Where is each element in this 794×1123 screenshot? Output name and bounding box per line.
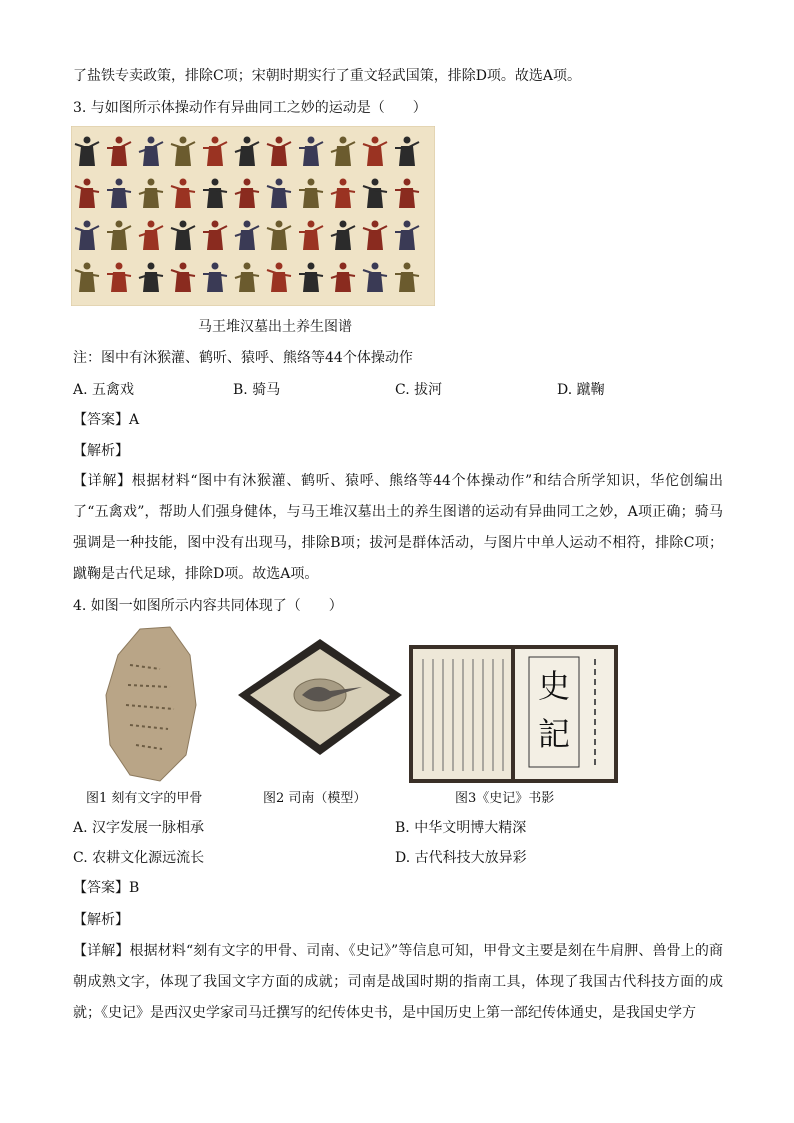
q3-stem: 3. 与如图所示体操动作有异曲同工之妙的运动是（ ） (73, 100, 427, 116)
q4-caption-2: 图2 司南（模型） (263, 791, 367, 806)
q3-image-caption: 马王堆汉墓出土养生图谱 (198, 319, 352, 335)
book-char-1: 史 (537, 667, 571, 705)
shiji-book-image (409, 645, 618, 783)
q4-analysis-heading: 【解析】 (73, 912, 129, 928)
q3-answer: 【答案】A (73, 412, 140, 428)
q4-caption-3: 图3《史记》书影 (455, 791, 555, 806)
q3-option-c: C. 拔河 (395, 382, 443, 398)
q3-analysis-heading: 【解析】 (73, 443, 129, 459)
book-char-2: 記 (537, 715, 571, 753)
q3-option-b: B. 骑马 (233, 382, 281, 398)
compass-model-image (236, 637, 404, 757)
oracle-bone-image (100, 625, 200, 785)
q4-option-d: D. 古代科技大放异彩 (395, 850, 527, 866)
q3-detail: 【详解】根据材料“图中有沐猴灌、鹤听、猿呼、熊络等44个体操动作”和结合所学知识，华佗创编出了“五禽戏”，帮助人们强身健体，与马王堆汉墓出土的养生图谱的运动有异曲同工之妙，A项正确；骑马强调是一种技能，图中没有出现马，排除B项；拔河是群体活动，与图片中单人运动不相符，排除C项；蹴鞠是古代足球，排除D项。故选A项。 (73, 473, 723, 582)
q4-option-a: A. 汉字发展一脉相承 (73, 820, 205, 836)
q4-option-b: B. 中华文明博大精深 (395, 820, 527, 836)
q4-option-c: C. 农耕文化源远流长 (73, 850, 205, 866)
q4-caption-1: 图1 刻有文字的甲骨 (86, 791, 203, 806)
q3-exercise-chart-image (71, 126, 435, 306)
q4-stem: 4. 如图一如图所示内容共同体现了（ ） (73, 598, 343, 614)
q4-answer: 【答案】B (73, 880, 140, 896)
q3-option-d: D. 蹴鞠 (557, 382, 605, 398)
q4-detail: 【详解】根据材料“刻有文字的甲骨、司南、《史记》”等信息可知，甲骨文主要是刻在牛肩胛、兽骨上的商朝成熟文字，体现了我国文字方面的成就；司南是战国时期的指南工具，体现了我国古代科技方面的成就；《史记》是西汉史学家司马迁撰写的纪传体史书，是中国历史上第一部纪传体通史，是我国史学方 (73, 943, 723, 1021)
q3-option-a: A. 五禽戏 (73, 382, 135, 398)
previous-answer-tail: 了盐铁专卖政策，排除C项；宋朝时期实行了重文轻武国策，排除D项。故选A项。 (73, 68, 582, 84)
q3-note: 注：图中有沐猴灌、鹤听、猿呼、熊络等44个体操动作 (73, 350, 413, 366)
